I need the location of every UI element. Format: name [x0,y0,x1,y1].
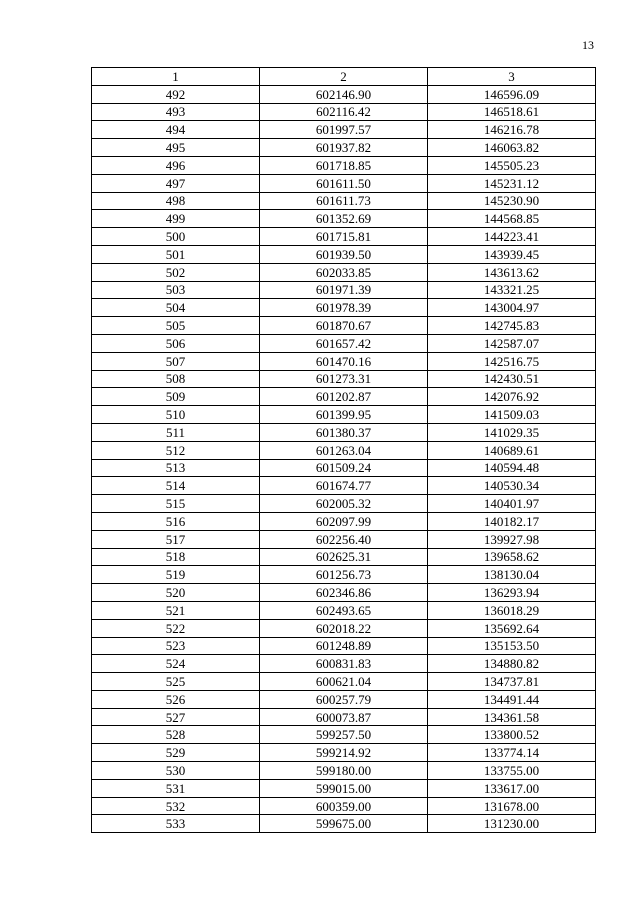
x-coordinate-cell: 601470.16 [260,352,428,370]
table-row [92,477,596,495]
y-coordinate-cell: 133774.14 [428,744,596,762]
y-coordinate-cell: 140401.97 [428,495,596,513]
x-coordinate-cell: 602256.40 [260,530,428,548]
table-row [92,601,596,619]
x-coordinate-cell: 599257.50 [260,726,428,744]
x-coordinate-cell: 601971.39 [260,281,428,299]
y-coordinate-cell: 134880.82 [428,655,596,673]
x-coordinate-cell: 601263.04 [260,441,428,459]
point-number-cell: 527 [92,708,260,726]
table-row [92,245,596,263]
y-coordinate-cell: 142430.51 [428,370,596,388]
table-row [92,441,596,459]
point-number-cell: 506 [92,334,260,352]
x-coordinate-cell: 602005.32 [260,495,428,513]
table-row [92,139,596,157]
x-coordinate-cell: 602116.42 [260,103,428,121]
y-coordinate-cell: 143613.62 [428,263,596,281]
table-row [92,690,596,708]
point-number-cell: 518 [92,548,260,566]
table-row [92,673,596,691]
y-coordinate-cell: 140530.34 [428,477,596,495]
x-coordinate-cell: 599675.00 [260,815,428,833]
table-row [92,228,596,246]
y-coordinate-cell: 146596.09 [428,85,596,103]
point-number-cell: 531 [92,779,260,797]
point-number-cell: 516 [92,512,260,530]
table-row [92,156,596,174]
table-row [92,423,596,441]
point-number-cell: 492 [92,85,260,103]
column-header-3: 3 [428,68,596,86]
point-number-cell: 509 [92,388,260,406]
point-number-cell: 510 [92,406,260,424]
x-coordinate-cell: 599214.92 [260,744,428,762]
y-coordinate-cell: 136018.29 [428,601,596,619]
table-row [92,334,596,352]
y-coordinate-cell: 143004.97 [428,299,596,317]
table-row [92,459,596,477]
x-coordinate-cell: 599180.00 [260,762,428,780]
point-number-cell: 499 [92,210,260,228]
y-coordinate-cell: 146518.61 [428,103,596,121]
x-coordinate-cell: 601611.50 [260,174,428,192]
point-number-cell: 517 [92,530,260,548]
y-coordinate-cell: 146216.78 [428,121,596,139]
point-number-cell: 520 [92,584,260,602]
y-coordinate-cell: 143939.45 [428,245,596,263]
point-number-cell: 495 [92,139,260,157]
table-row [92,174,596,192]
y-coordinate-cell: 135692.64 [428,619,596,637]
point-number-cell: 500 [92,228,260,246]
x-coordinate-cell: 602097.99 [260,512,428,530]
point-number-cell: 523 [92,637,260,655]
x-coordinate-cell: 599015.00 [260,779,428,797]
table-row [92,726,596,744]
x-coordinate-cell: 602625.31 [260,548,428,566]
table-row [92,762,596,780]
y-coordinate-cell: 134737.81 [428,673,596,691]
column-header-1: 1 [92,68,260,86]
table-row [92,281,596,299]
x-coordinate-cell: 600257.79 [260,690,428,708]
x-coordinate-cell: 601509.24 [260,459,428,477]
y-coordinate-cell: 141509.03 [428,406,596,424]
y-coordinate-cell: 139658.62 [428,548,596,566]
x-coordinate-cell: 600831.83 [260,655,428,673]
x-coordinate-cell: 601997.57 [260,121,428,139]
y-coordinate-cell: 145505.23 [428,156,596,174]
table-row [92,352,596,370]
x-coordinate-cell: 601978.39 [260,299,428,317]
x-coordinate-cell: 601380.37 [260,423,428,441]
point-number-cell: 511 [92,423,260,441]
table-body [92,85,596,832]
point-number-cell: 505 [92,317,260,335]
y-coordinate-cell: 142076.92 [428,388,596,406]
table-row [92,210,596,228]
table-row [92,797,596,815]
y-coordinate-cell: 139927.98 [428,530,596,548]
x-coordinate-cell: 602033.85 [260,263,428,281]
x-coordinate-cell: 601937.82 [260,139,428,157]
x-coordinate-cell: 601248.89 [260,637,428,655]
table-row [92,530,596,548]
table-row [92,299,596,317]
y-coordinate-cell: 140594.48 [428,459,596,477]
point-number-cell: 493 [92,103,260,121]
coordinates-table [91,67,596,833]
y-coordinate-cell: 131678.00 [428,797,596,815]
y-coordinate-cell: 142587.07 [428,334,596,352]
y-coordinate-cell: 141029.35 [428,423,596,441]
point-number-cell: 529 [92,744,260,762]
table-row [92,495,596,513]
y-coordinate-cell: 140182.17 [428,512,596,530]
x-coordinate-cell: 601870.67 [260,317,428,335]
x-coordinate-cell: 601715.81 [260,228,428,246]
table-row [92,779,596,797]
x-coordinate-cell: 601273.31 [260,370,428,388]
table-row [92,317,596,335]
table-row [92,708,596,726]
x-coordinate-cell: 602346.86 [260,584,428,602]
table-row [92,815,596,833]
y-coordinate-cell: 133617.00 [428,779,596,797]
point-number-cell: 533 [92,815,260,833]
x-coordinate-cell: 602493.65 [260,601,428,619]
y-coordinate-cell: 142745.83 [428,317,596,335]
x-coordinate-cell: 601674.77 [260,477,428,495]
table-row [92,406,596,424]
point-number-cell: 504 [92,299,260,317]
table-row [92,566,596,584]
point-number-cell: 521 [92,601,260,619]
x-coordinate-cell: 601657.42 [260,334,428,352]
y-coordinate-cell: 134361.58 [428,708,596,726]
point-number-cell: 513 [92,459,260,477]
point-number-cell: 501 [92,245,260,263]
y-coordinate-cell: 136293.94 [428,584,596,602]
y-coordinate-cell: 131230.00 [428,815,596,833]
point-number-cell: 497 [92,174,260,192]
table-row [92,584,596,602]
x-coordinate-cell: 601352.69 [260,210,428,228]
y-coordinate-cell: 143321.25 [428,281,596,299]
x-coordinate-cell: 600073.87 [260,708,428,726]
y-coordinate-cell: 145230.90 [428,192,596,210]
table-row [92,85,596,103]
y-coordinate-cell: 144568.85 [428,210,596,228]
point-number-cell: 519 [92,566,260,584]
y-coordinate-cell: 135153.50 [428,637,596,655]
table-row [92,512,596,530]
x-coordinate-cell: 601399.95 [260,406,428,424]
table-row [92,263,596,281]
point-number-cell: 532 [92,797,260,815]
y-coordinate-cell: 133755.00 [428,762,596,780]
x-coordinate-cell: 601939.50 [260,245,428,263]
x-coordinate-cell: 602146.90 [260,85,428,103]
x-coordinate-cell: 601256.73 [260,566,428,584]
point-number-cell: 502 [92,263,260,281]
y-coordinate-cell: 140689.61 [428,441,596,459]
point-number-cell: 498 [92,192,260,210]
x-coordinate-cell: 600621.04 [260,673,428,691]
table-row [92,548,596,566]
point-number-cell: 508 [92,370,260,388]
y-coordinate-cell: 146063.82 [428,139,596,157]
column-header-2: 2 [260,68,428,86]
y-coordinate-cell: 134491.44 [428,690,596,708]
point-number-cell: 528 [92,726,260,744]
table-row [92,655,596,673]
point-number-cell: 525 [92,673,260,691]
point-number-cell: 494 [92,121,260,139]
point-number-cell: 515 [92,495,260,513]
y-coordinate-cell: 142516.75 [428,352,596,370]
table-row [92,388,596,406]
point-number-cell: 496 [92,156,260,174]
point-number-cell: 514 [92,477,260,495]
x-coordinate-cell: 601611.73 [260,192,428,210]
point-number-cell: 522 [92,619,260,637]
point-number-cell: 526 [92,690,260,708]
table-row [92,370,596,388]
page-number: 13 [582,38,594,52]
y-coordinate-cell: 138130.04 [428,566,596,584]
table-row [92,637,596,655]
table-header [92,68,596,86]
x-coordinate-cell: 600359.00 [260,797,428,815]
y-coordinate-cell: 145231.12 [428,174,596,192]
point-number-cell: 530 [92,762,260,780]
x-coordinate-cell: 602018.22 [260,619,428,637]
table-row [92,619,596,637]
point-number-cell: 512 [92,441,260,459]
y-coordinate-cell: 144223.41 [428,228,596,246]
table-row [92,192,596,210]
x-coordinate-cell: 601718.85 [260,156,428,174]
table-row [92,121,596,139]
header-row [92,68,596,86]
point-number-cell: 503 [92,281,260,299]
point-number-cell: 507 [92,352,260,370]
table-row [92,103,596,121]
x-coordinate-cell: 601202.87 [260,388,428,406]
point-number-cell: 524 [92,655,260,673]
y-coordinate-cell: 133800.52 [428,726,596,744]
table-row [92,744,596,762]
